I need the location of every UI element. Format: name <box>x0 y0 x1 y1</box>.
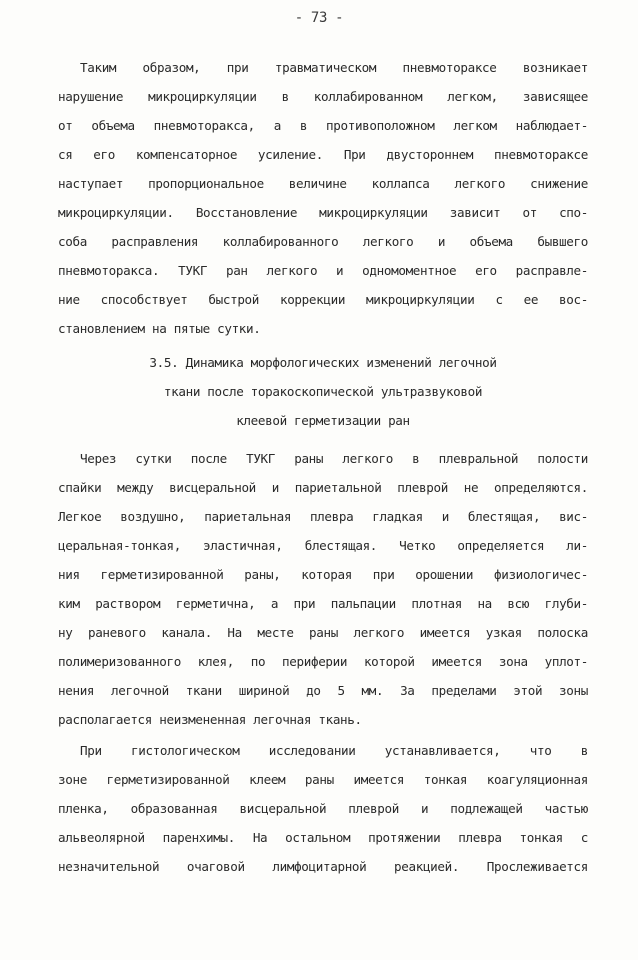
text-line: наступает пропорциональное величине коллапса легкого снижение <box>58 176 588 191</box>
text-line: спайки между висцеральной и париетальной плеврой не определяются. <box>58 480 588 495</box>
text-line: ся его компенсаторное усиление. При двустороннем пневмотораксе <box>58 147 588 162</box>
paragraph-2 <box>58 444 588 734</box>
text-line: церальная-тонкая, эластичная, блестящая. Четко определяется ли- <box>58 538 588 553</box>
page-number: - 73 - <box>294 10 344 26</box>
text-line: микроциркуляции. Восстановление микроциркуляции зависит от спо- <box>58 205 588 220</box>
text-line: от объема пневмоторакса, а в противоположном легком наблюдает- <box>58 118 588 133</box>
text-line: ния герметизированной раны, которая при орошении физиологичес- <box>58 567 588 582</box>
heading-line: клеевой герметизации ран <box>236 413 410 428</box>
text-line: Легкое воздушно, париетальная плевра гладкая и блестящая, вис- <box>58 509 588 524</box>
text-line: пленка, образованная висцеральной плеврой и подлежащей частью <box>58 801 588 816</box>
text-line: пневмоторакса. ТУКГ ран легкого и одномоментное его расправле- <box>58 263 588 278</box>
text-line: зоне герметизированной клеем раны имеется тонкая коагуляционная <box>58 772 588 787</box>
text-line: нения легочной ткани шириной до 5 мм. За пределами этой зоны <box>58 683 588 698</box>
heading-line: 3.5. Динамика морфологических изменений легочной <box>149 355 497 370</box>
paragraph-1 <box>58 53 588 343</box>
text-line: ние способствует быстрой коррекции микроциркуляции с ее вос- <box>58 292 588 307</box>
text-line: Таким образом, при травматическом пневмотораксе возникает <box>80 60 588 75</box>
paragraph-3 <box>58 736 588 881</box>
text-line: ким раствором герметична, а при пальпации плотная на всю глуби- <box>58 596 588 611</box>
text-line: альвеолярной паренхимы. На остальном протяжении плевра тонкая с <box>58 830 588 845</box>
text-line: Через сутки после ТУКГ раны легкого в плевральной полости <box>80 451 588 466</box>
text-line: полимеризованного клея, по периферии которой имеется зона уплот- <box>58 654 588 669</box>
text-line: незначительной очаговой лимфоцитарной реакцией. Прослеживается <box>58 859 588 874</box>
text-line: При гистологическом исследовании устанавливается, что в <box>80 743 588 758</box>
section-heading <box>58 348 588 435</box>
heading-line: ткани после торакоскопической ультразвуковой <box>163 384 483 399</box>
text-line: нарушение микроциркуляции в коллабированном легком, зависящее <box>58 89 588 104</box>
text-line: становлением на пятые сутки. <box>58 321 261 336</box>
text-line: располагается неизмененная легочная ткань. <box>58 712 362 727</box>
text-line: ну раневого канала. На месте раны легкого имеется узкая полоска <box>58 625 588 640</box>
text-line: соба расправления коллабированного легкого и объема бывшего <box>58 234 588 249</box>
